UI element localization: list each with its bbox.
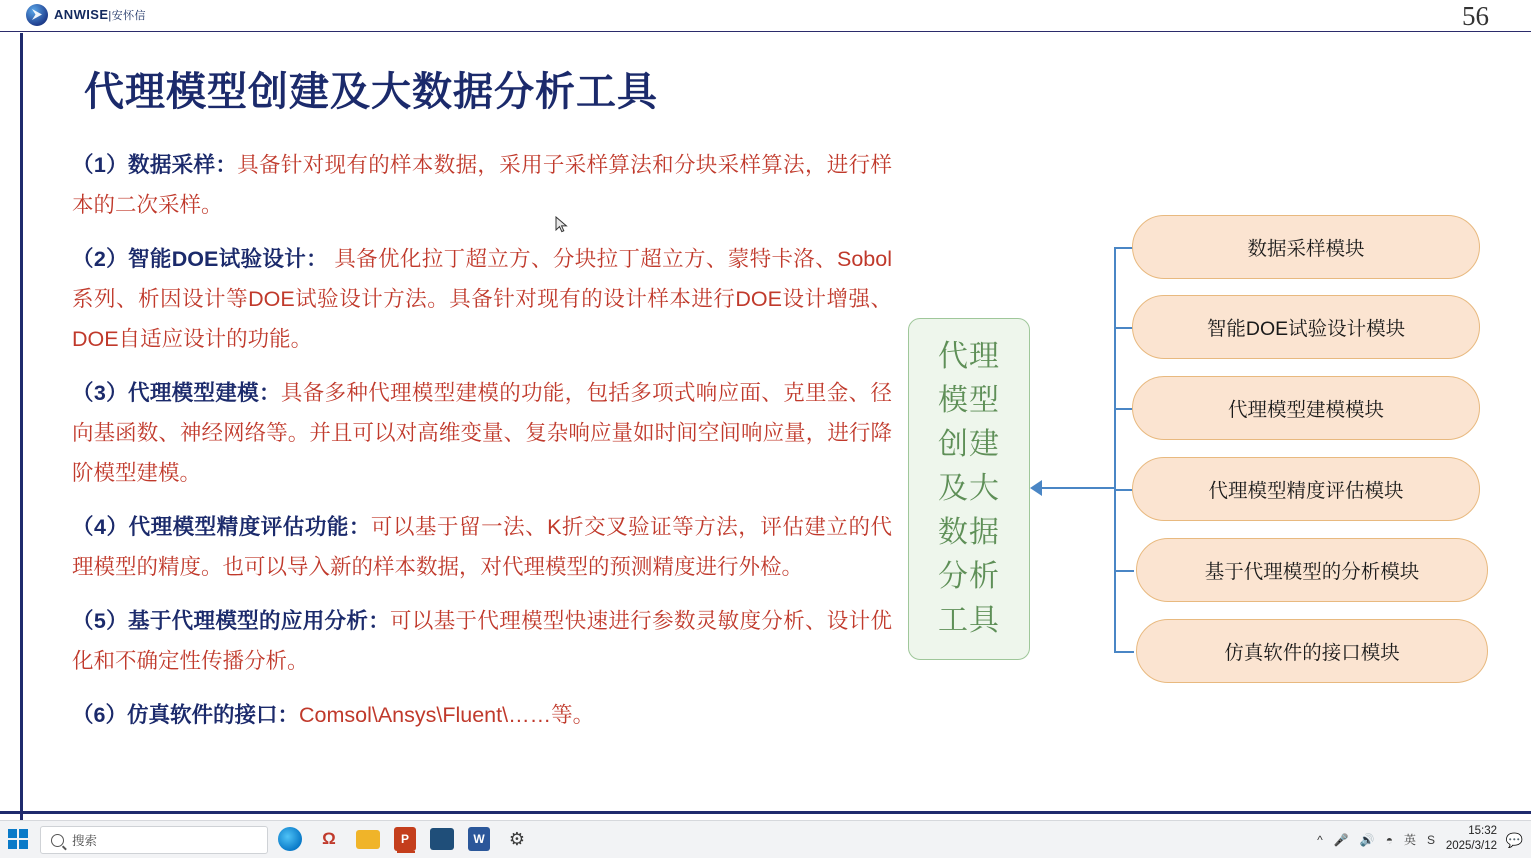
paragraph-3-lead: 代理模型建模： bbox=[127, 381, 281, 405]
page-number: 56 bbox=[1462, 1, 1489, 31]
paragraph-1-lead: 数据采样： bbox=[127, 153, 238, 177]
paragraph-3 bbox=[72, 373, 892, 493]
active-app-indicator bbox=[397, 851, 415, 853]
edge-browser-icon[interactable] bbox=[278, 827, 302, 851]
diagram-node-3: 代理模型建模模块 bbox=[1132, 376, 1480, 440]
diagram-hub bbox=[908, 318, 1030, 660]
paragraph-4-text: 可以基于留一法、K折交叉验证等方法，评估建立的代理模型的精度。也可以导入新的样本数据，对代理模型的预测精度进行外检。 bbox=[72, 515, 892, 579]
anwise-logo-icon bbox=[26, 4, 48, 26]
paragraph-5-lead: 基于代理模型的应用分析： bbox=[127, 609, 391, 633]
diagram-arrow-line bbox=[1036, 487, 1114, 489]
search-icon bbox=[51, 834, 64, 847]
paragraph-5-text: 可以基于代理模型快速进行参数灵敏度分析、设计优化和不确定性传播分析。 bbox=[72, 609, 892, 673]
page-title: 代理模型创建及大数据分析工具 bbox=[84, 70, 658, 114]
sogou-search-icon[interactable]: Ω bbox=[322, 829, 336, 848]
paragraph-6-number: （6） bbox=[72, 703, 127, 727]
brand-logo bbox=[26, 4, 146, 26]
settings-gear-icon[interactable]: ⚙ bbox=[508, 828, 526, 849]
paragraph-6 bbox=[72, 695, 892, 735]
brand-name-cn: |安怀信 bbox=[108, 10, 146, 22]
paragraph-4 bbox=[72, 507, 892, 587]
paragraph-1 bbox=[72, 145, 892, 225]
paragraph-2-number: （2） bbox=[72, 247, 129, 271]
paragraph-4-number: （4） bbox=[72, 515, 129, 539]
paragraph-6-lead: 仿真软件的接口： bbox=[126, 703, 299, 727]
paragraph-1-text: 具备针对现有的样本数据，采用子采样算法和分块采样算法，进行样本的二次采样。 bbox=[72, 153, 892, 217]
powerpoint-icon[interactable]: P bbox=[394, 827, 416, 851]
diagram-hub-label: 代理模型创建及大数据分析工具 bbox=[938, 340, 1000, 637]
paragraph-5-number: （5） bbox=[72, 609, 128, 633]
notification-center-icon[interactable]: 💬 bbox=[1505, 832, 1523, 848]
diagram-stub-5 bbox=[1114, 570, 1134, 572]
taskbar-clock[interactable] bbox=[1446, 824, 1497, 854]
paragraph-2-lead: 智能DOE试验设计： bbox=[128, 247, 328, 271]
wifi-icon[interactable]: ◓ bbox=[1385, 832, 1393, 847]
word-icon[interactable]: W bbox=[468, 827, 490, 851]
app-top-bar bbox=[0, 0, 1531, 32]
chart-app-icon[interactable] bbox=[430, 828, 454, 850]
sogou-ime-icon[interactable]: S bbox=[1426, 832, 1435, 847]
slide-left-rule bbox=[20, 33, 23, 820]
mouse-cursor-icon bbox=[555, 216, 569, 234]
slide-bottom-rule bbox=[0, 811, 1531, 814]
paragraph-2 bbox=[72, 239, 892, 359]
taskbar-app-icons bbox=[278, 825, 530, 853]
microphone-icon[interactable]: 🎤 bbox=[1333, 832, 1349, 847]
diagram-stub-4 bbox=[1114, 489, 1134, 491]
brand-name: ANWISE|安怀信 bbox=[54, 7, 146, 22]
diagram-node-5: 基于代理模型的分析模块 bbox=[1136, 538, 1488, 602]
taskbar-search-input[interactable] bbox=[40, 826, 268, 854]
clock-time: 15:32 bbox=[1468, 825, 1497, 837]
paragraph-6-text: Comsol\Ansys\Fluent\……等。 bbox=[298, 703, 595, 727]
paragraph-3-text: 具备多种代理模型建模的功能，包括多项式响应面、克里金、径向基函数、神经网络等。并且可以对高维变量、复杂响应量如时间空间响应量，进行降阶模型建模。 bbox=[72, 381, 892, 485]
file-explorer-icon[interactable] bbox=[356, 830, 380, 849]
paragraph-1-number: （1） bbox=[72, 153, 128, 177]
diagram-stub-6 bbox=[1114, 651, 1134, 653]
system-tray bbox=[1317, 831, 1435, 848]
diagram-node-4: 代理模型精度评估模块 bbox=[1132, 457, 1480, 521]
paragraph-3-number: （3） bbox=[72, 381, 128, 405]
module-diagram bbox=[900, 203, 1520, 703]
ime-language-icon[interactable]: 英 bbox=[1403, 833, 1416, 847]
paragraph-5 bbox=[72, 601, 892, 681]
tray-expand-icon[interactable]: ^ bbox=[1317, 832, 1323, 847]
paragraph-2-text: 具备优化拉丁超立方、分块拉丁超立方、蒙特卡洛、Sobol系列、析因设计等DOE试验设计方法。具备针对现有的设计样本进行DOE设计增强、DOE自适应设计的功能。 bbox=[72, 247, 892, 351]
diagram-node-6: 仿真软件的接口模块 bbox=[1136, 619, 1488, 683]
windows-taskbar bbox=[0, 820, 1531, 858]
clock-date: 2025/3/12 bbox=[1445, 840, 1497, 852]
slide-body bbox=[72, 145, 892, 749]
slide-canvas bbox=[0, 33, 1531, 820]
paragraph-4-lead: 代理模型精度评估功能： bbox=[128, 515, 371, 539]
taskbar-search-placeholder: 搜索 bbox=[72, 834, 98, 848]
start-button[interactable] bbox=[8, 829, 30, 851]
volume-icon[interactable]: 🔊 bbox=[1359, 832, 1375, 847]
diagram-connector-bus bbox=[1114, 247, 1116, 651]
diagram-stub-3 bbox=[1114, 408, 1134, 410]
diagram-node-1: 数据采样模块 bbox=[1132, 215, 1480, 279]
diagram-node-2: 智能DOE试验设计模块 bbox=[1132, 295, 1480, 359]
diagram-stub-1 bbox=[1114, 247, 1134, 249]
diagram-stub-2 bbox=[1114, 327, 1134, 329]
